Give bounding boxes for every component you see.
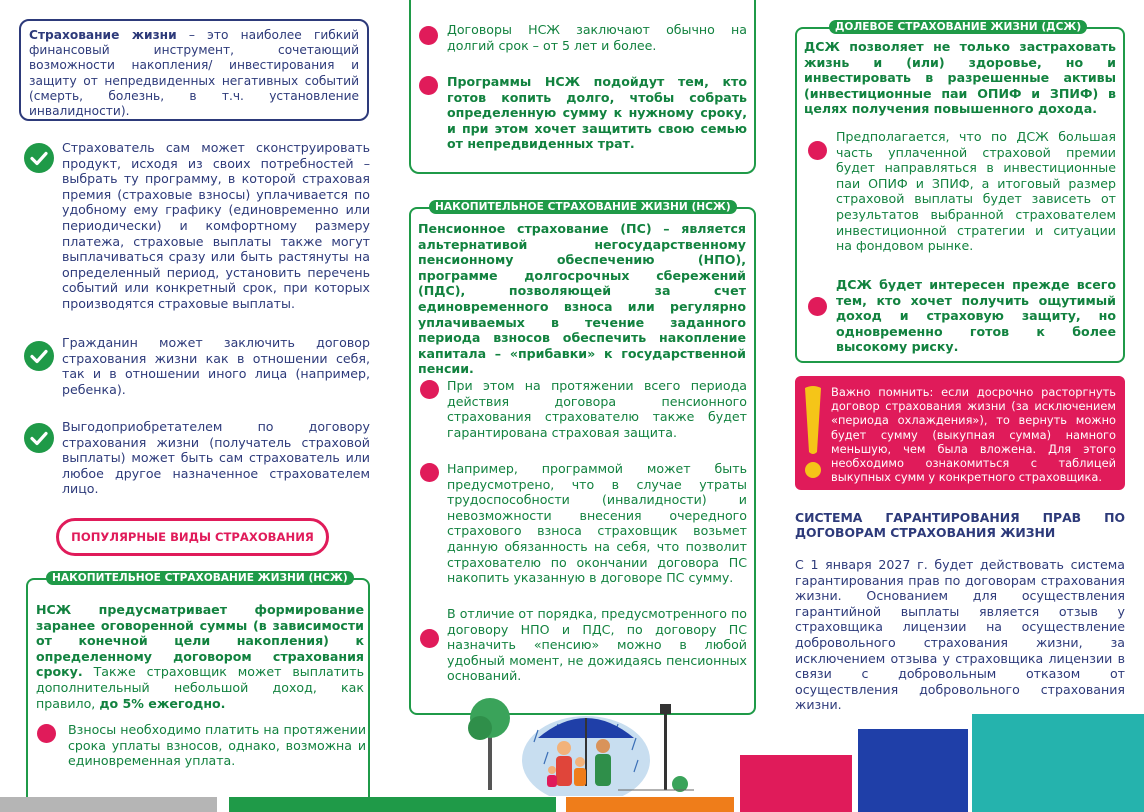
warning-box: [795, 376, 1125, 490]
popular-types-button[interactable]: ПОПУЛЯРНЫЕ ВИДЫ СТРАХОВАНИЯ: [56, 518, 329, 556]
pension-box: [409, 201, 756, 715]
footer-bar-grey: [0, 797, 217, 812]
nsj-bullet-text: Взносы необходимо платить на протяжении срока уплаты взносов, однако, возможна и единовременная уплата.: [68, 722, 366, 769]
footer-bar-orange: [566, 797, 734, 812]
dsj-box: [795, 21, 1125, 363]
bullet-dot-icon: [37, 724, 56, 743]
footer-block-blue: [858, 729, 968, 812]
nsj-continued-box: [409, 0, 756, 174]
footer-bar-green: [229, 797, 556, 812]
bullet-dot-icon: [808, 141, 827, 160]
pension-intro-text: Пенсионное страхование (ПС) – является альтернативой негосударственному пенсионному обеспечению (НПО), программе долгосрочных сбережений (ПДС), позволяющей за счет единовременного взноса или регулярно уплачиваемых в течение заданного периода взносов обеспечить накопление капитала – «прибавки» к государственной пенсии.: [418, 221, 746, 377]
pension-bullet-2: Например, программой может быть предусмотрено, что в случае утраты трудоспособности (инвалидности) и невозможности внесения очередного страхового взноса страховщик возьмет данную обязанность на себя, что позволит страхователю по окончании договора ПС накопить указанную в договоре ПС сумму.: [447, 461, 747, 586]
dsj-bullet-2: ДСЖ будет интересен прежде всего тем, кто хочет получить ощутимый доход и страховую защиту, но одновременно готов к более высокому риску.: [836, 277, 1116, 355]
footer-block-teal: [972, 714, 1144, 812]
pension-tag: НАКОПИТЕЛЬНОЕ СТРАХОВАНИЕ ЖИЗНИ (НСЖ): [429, 200, 737, 214]
check-item-1: [24, 140, 370, 312]
bullet-dot-icon: [419, 26, 438, 45]
nsj-box: [26, 572, 370, 808]
exclamation-icon: [801, 384, 825, 482]
bullet-dot-icon: [420, 380, 439, 399]
nsj-text: НСЖ предусматривает формирование заранее оговоренной суммы (в зависимости от конечной цели накопления) к определенному договором страхования сроку. Также страховщик может выплатить дополнительный небольшой доход, как правило, до 5% ежегодно.: [36, 602, 364, 711]
footer-block-magenta: [740, 755, 852, 812]
system-title: СИСТЕМА ГАРАНТИРОВАНИЯ ПРАВ ПО ДОГОВОРАМ СТРАХОВАНИЯ ЖИЗНИ: [795, 510, 1125, 540]
bullet-dot-icon: [420, 629, 439, 648]
system-text: С 1 января 2027 г. будет действовать система гарантирования прав по договорам страхования жизни. Основанием для осуществления гарантийной выплаты является отзыв у страховщика лицензии на осуществление добровольного страхования жизни, за исключением отзыва у страховщика лицензии в связи с добровольным отказом от осуществления добровольного страхования жизни.: [795, 557, 1125, 713]
bullet-dot-icon: [420, 463, 439, 482]
intro-text: Страхование жизни – это наиболее гибкий финансовый инструмент, сочетающий возможности накопления/ инвестирования и защиту от непредвиденных негативных событий (смерть, болезнь, в т.ч. установление инвалидности).: [29, 28, 359, 119]
check-item-text: Выгодоприобретателем по договору страхования жизни (получатель страховой выплаты) может быть сам страхователь или любое другое назначенное страхователем лицо.: [62, 419, 370, 497]
family-umbrella-illustration: [468, 690, 694, 796]
bullet-dot-icon: [419, 76, 438, 95]
nsj-tag: НАКОПИТЕЛЬНОЕ СТРАХОВАНИЕ ЖИЗНИ (НСЖ): [46, 571, 354, 585]
checkmark-icon: [24, 423, 54, 453]
dsj-intro-text: ДСЖ позволяет не только застраховать жизнь и (или) здоровье, но и инвестировать в разрешенные активы (инвестиционные паи ОПИФ и ЗПИФ) в целях получения повышенного дохода.: [804, 39, 1116, 117]
dsj-bullet-1: Предполагается, что по ДСЖ большая часть уплаченной страховой премии будет направляться в инвестиционные паи ОПИФ и ЗПИФ, а итоговый размер страховой выплаты будет зависеть от результатов выбранной страхователем инвестиционной стратегии и ситуации на фондовом рынке.: [836, 129, 1116, 254]
warning-text: Важно помнить: если досрочно расторгнуть договор страхования жизни (за исключением «периода охлаждения»), то вернуть можно будет сумму (выкупная сумма) намного меньшую, чем была вложена. Для этого необходимо ознакомиться с таблицей выкупных сумм у конкретного страховщика.: [831, 385, 1116, 485]
check-item-3: [24, 419, 370, 497]
check-item-2: [24, 335, 370, 397]
pension-bullet-3: В отличие от порядка, предусмотренного по договору НПО и ПДС, по договору ПС назначить «пенсию» можно в любой удобный момент, не дожидаясь пенсионных оснований.: [447, 606, 747, 684]
check-item-text: Гражданин может заключить договор страхования жизни как в отношении себя, так и в отношении иного лица (например, ребенка).: [62, 335, 370, 397]
bullet-dot-icon: [808, 297, 827, 316]
checkmark-icon: [24, 143, 54, 173]
pension-bullet-1: При этом на протяжении всего периода действия договора пенсионного страхования страхователю также будет гарантирована страховая защита.: [447, 378, 747, 440]
check-item-text: Страхователь сам может сконструировать продукт, исходя из своих потребностей – выбрать ту программу, в которой страховая премия (страховые взносы) уплачивается по удобному ему графику (единовременно или периодически) и комфортному размеру платежа, страховые выплаты также могут выплачиваться сразу или быть растянуты на определенный период, установить перечень событий или конкретный срок, при которых производятся страховые выплаты.: [62, 140, 370, 311]
intro-box: [19, 19, 369, 121]
nsj-term-text: Договоры НСЖ заключают обычно на долгий срок – от 5 лет и более.: [447, 22, 747, 53]
nsj-suits-text: Программы НСЖ подойдут тем, кто готов копить долго, чтобы собрать определенную сумму к нужному сроку, и при этом хочет защитить свою семью от непредвиденных трат.: [447, 74, 747, 152]
checkmark-icon: [24, 341, 54, 371]
dsj-tag: ДОЛЕВОЕ СТРАХОВАНИЕ ЖИЗНИ (ДСЖ): [829, 20, 1087, 34]
